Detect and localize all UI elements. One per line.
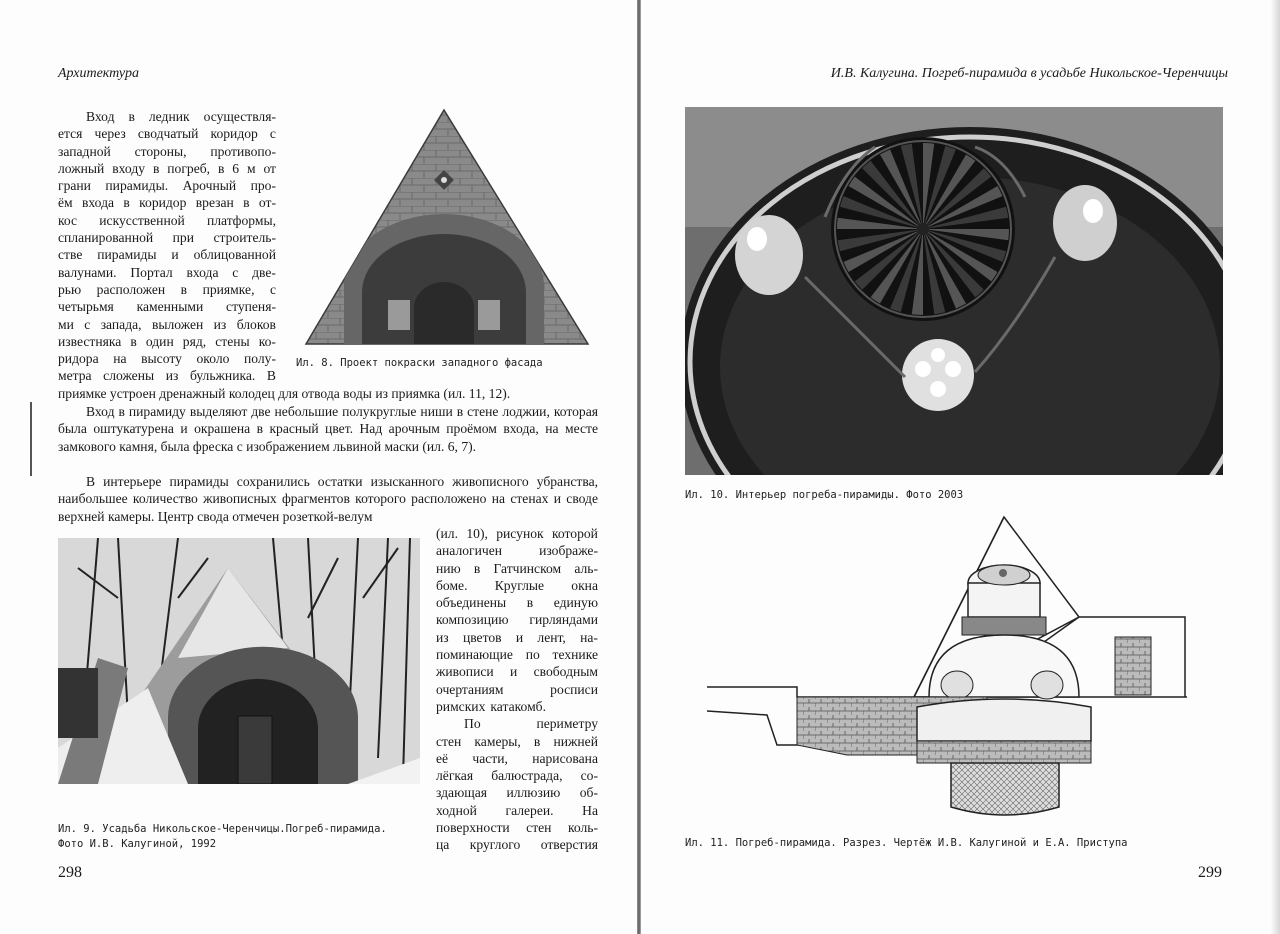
text-line: Вход в ледник осуществля- [86,109,276,124]
text-line: ца круглого отверстия [436,837,598,853]
right-page [641,0,1280,934]
rosette-center [917,223,929,235]
winter-pyramid-photo [58,538,420,784]
paragraph-4-lines [436,715,598,853]
page-edge-shadow [1270,0,1280,934]
text-line: ется через сводчатый коридор с [58,126,276,142]
figure-11-section-drawing [707,515,1193,825]
text-line: грани пирамиды. Арочный про- [58,178,276,194]
paragraph-2-text: Вход в пирамиду выделяют две небольшие полукруглые ниши в стене лоджии, которая была оштукатурена и окрашена в красный цвет. Над арочным проёмом входа, на месте замкового камня, была фреска с изображением львиной маски (ил. 6, 7). [58,404,598,454]
paragraph-1-last-line: приямке устроен дренажный колодец для отвода воды из приямка (ил. 11, 12). [58,386,511,401]
text-line: аналогичен изображе- [436,543,598,559]
text-line: композицию гирляндами [436,612,598,628]
page-number-left: 298 [58,864,82,881]
text-line: рью расположен в приямке, с [58,281,276,297]
figure-8-caption: Ил. 8. Проект покраски западного фасада [296,357,543,369]
text-line: объединены в единую [436,595,598,611]
dome-interior-photo [685,107,1223,475]
text-line: валунами. Портал входа с две- [58,264,276,280]
figure-9-caption [58,822,387,852]
figure-10-dome-interior-photo [685,107,1223,475]
text-line: кос искусственной платформы, [58,212,276,228]
text-line: четырьмя каменными ступеня- [58,299,276,315]
paragraph-3-lines [436,525,598,715]
pyramid-facade-drawing [304,108,592,348]
pyramid-section-drawing [707,515,1193,825]
paragraph-1 [58,108,276,385]
running-head-right: И.В. Калугина. Погреб-пирамида в усадьбе Никольское-Черенчицы [830,66,1228,81]
text-line: метра сложены из бульжника. В [58,368,276,384]
text-line: ложный входу в погреб, в 6 м от [58,160,276,176]
text-line: римских катакомб. [436,698,546,714]
text-line: спланированной при строитель- [58,230,276,246]
paragraph-2 [58,403,598,455]
left-page [0,0,638,934]
text-line: поминающие по технике [436,647,598,663]
text-line: ходной галереи. На [436,802,598,818]
text-line: её части, нарисована [436,750,598,766]
text-line: из цветов и лент, на- [436,629,598,645]
text-line: известняка в один ряд, стены ко- [58,333,276,349]
text-line: боме. Круглые окна [436,577,598,593]
paragraph-3 [58,473,598,525]
figure-9-caption-line-2: Фото И.В. Калугиной, 1992 [58,838,217,850]
text-line: ми с запада, выложен из блоков [58,316,276,332]
text-line: очертаниям росписи [436,681,598,697]
figure-10-caption: Ил. 10. Интерьер погреба-пирамиды. Фото 2003 [685,489,964,501]
text-line: нию в Гатчинском аль- [436,560,598,576]
figure-9-caption-line-1: Ил. 9. Усадьба Никольское-Черенчицы.Погреб-пирамида. [58,823,387,835]
figure-11-caption: Ил. 11. Погреб-пирамида. Разрез. Чертёж И.В. Калугиной и Е.А. Приступа [685,837,1128,849]
text-line: поверхности стен коль- [436,820,598,836]
text-line: стен камеры, в нижней [436,733,598,749]
page-number-right: 299 [1198,864,1222,881]
text-line: западной стороны, противопо- [58,143,276,159]
figure-8-pyramid-facade [304,108,592,348]
text-line: (ил. 10), рисунок которой [436,526,598,541]
text-line: лёгкая балюстрада, со- [436,768,598,784]
text-line: По периметру [464,716,598,732]
paragraph-3-text: В интерьере пирамиды сохранились остатки изысканного живописного убранства, наибольшее количество живописных фрагментов которого расположено на стенах и своде верхней камеры. Центр свода отмечен розеткой-велум [58,474,598,524]
text-line: ём входа в коридор врезан в от- [58,195,276,211]
text-line: стве пирамиды и облицованной [58,247,276,263]
paragraph-1-lines [58,108,276,385]
margin-mark [30,402,32,476]
figure-9-pyramid-photo [58,538,420,784]
running-head-left: Архитектура [58,66,139,81]
text-line: здающая иллюзию об- [436,785,598,801]
text-line: живописи и свободным [436,664,598,680]
paragraph-3-column [436,525,598,854]
paragraph-1-end [58,385,598,402]
text-line: ридора на высоту около полу- [58,351,276,367]
